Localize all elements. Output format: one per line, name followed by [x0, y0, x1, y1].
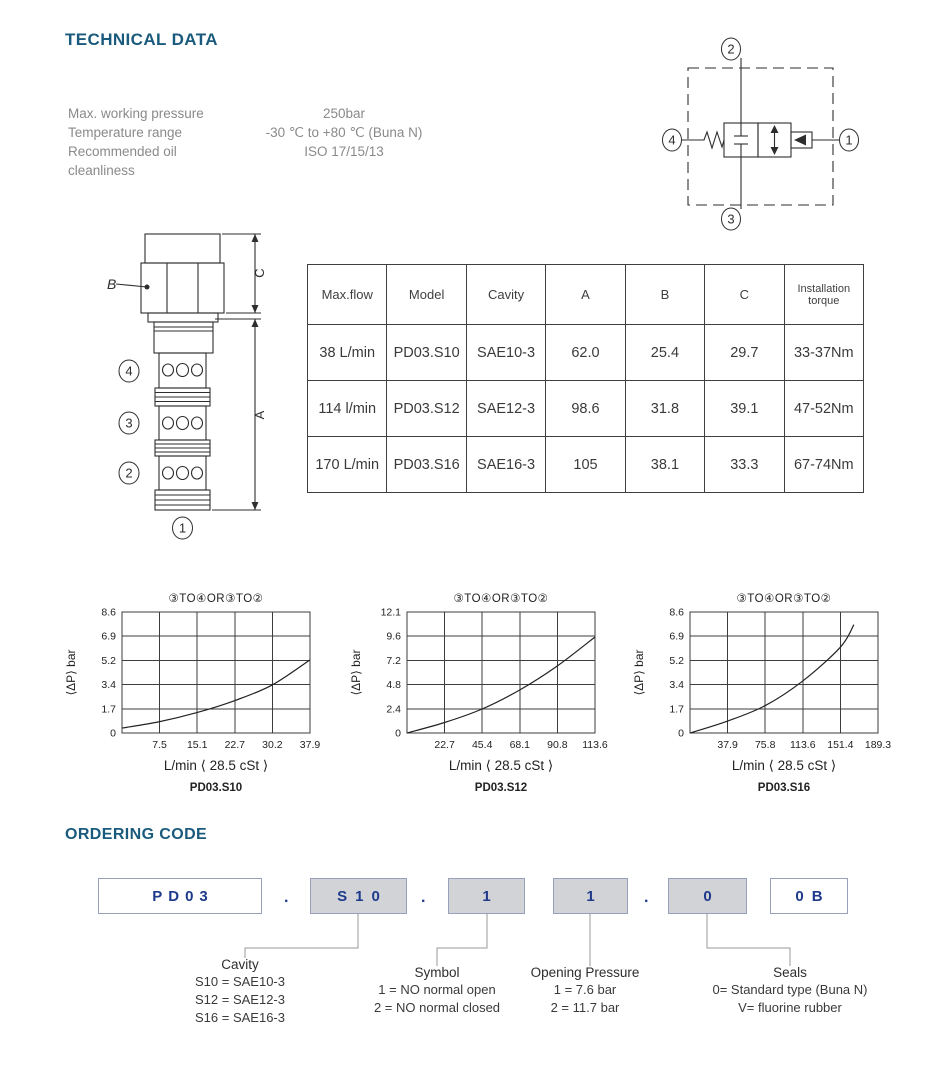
x-tick-label: 90.8	[547, 739, 568, 751]
code-box-suffix: 0B	[770, 878, 848, 914]
ordering-group-seals	[680, 964, 900, 1017]
y-tick-label: 12.1	[380, 606, 401, 619]
group-title: Opening Pressure	[530, 965, 640, 980]
table-cell: 25.4	[625, 325, 704, 381]
table-cell: SAE16-3	[466, 437, 545, 493]
spec-label: Recommended oil cleanliness	[68, 144, 177, 178]
spec-row	[68, 104, 445, 123]
code-box-symbol: 1	[448, 878, 525, 914]
group-item: S10 = SAE10-3	[195, 974, 285, 989]
code-separator: .	[284, 889, 289, 906]
pressure-drop-curve	[690, 625, 854, 733]
table-cell: PD03.S10	[387, 325, 466, 381]
chart-title: ③TO④OR③TO②	[736, 593, 832, 605]
group-item: S12 = SAE12-3	[195, 992, 285, 1007]
spec-row	[68, 123, 445, 142]
table-cell: PD03.S16	[387, 437, 466, 493]
code-separator: .	[644, 889, 649, 906]
table-header-cell: C	[705, 265, 784, 325]
group-item: 1 = NO normal open	[378, 982, 496, 997]
x-tick-label: 151.4	[827, 739, 854, 751]
table-cell: 98.6	[546, 381, 625, 437]
chart-y-axis-label: ⟨ΔP⟩ bar	[632, 649, 646, 696]
technical-data-heading: TECHNICAL DATA	[65, 30, 218, 49]
spec-value: ISO 17/15/13	[304, 144, 384, 159]
code-box-seals: 0	[668, 878, 747, 914]
spec-label: Max. working pressure	[68, 106, 204, 121]
y-tick-label: 3.4	[669, 679, 684, 692]
dimensions-table	[307, 264, 864, 493]
y-tick-label: 2.4	[386, 703, 401, 716]
table-cell: 67-74Nm	[784, 437, 863, 493]
valve-label-b: B	[107, 276, 117, 292]
y-tick-label: 6.9	[669, 630, 684, 643]
ordering-code-heading: ORDERING CODE	[65, 826, 208, 843]
spec-list	[68, 104, 445, 180]
chart-svg	[343, 586, 635, 801]
table-header-cell: Max.flow	[308, 265, 387, 325]
y-tick-label: 4.8	[386, 679, 401, 692]
chart-pd03-s10	[58, 586, 350, 806]
schematic-port-2-label: 2	[727, 41, 735, 57]
arrow-up	[771, 125, 779, 133]
x-tick-label: 22.7	[434, 739, 455, 751]
table-row	[308, 381, 864, 437]
valve-port-2-label: 2	[125, 465, 133, 481]
group-title: Seals	[773, 965, 807, 980]
pressure-drop-curve	[122, 660, 310, 728]
table-header-row	[308, 265, 864, 325]
table-header-cell: Model	[387, 265, 466, 325]
x-tick-label: 37.9	[717, 739, 738, 751]
schematic-port-1-label: 1	[845, 132, 853, 148]
table-cell: 33.3	[705, 437, 784, 493]
table-cell: 170 L/min	[308, 437, 387, 493]
spec-value: -30 ℃ to +80 ℃ (Buna N)	[265, 125, 423, 140]
schematic-port-4-label: 4	[668, 132, 676, 148]
group-title: Cavity	[221, 957, 259, 972]
y-tick-label: 0	[395, 727, 401, 740]
arrow-down	[771, 147, 779, 155]
y-tick-label: 0	[678, 727, 684, 740]
table-cell: 38 L/min	[308, 325, 387, 381]
chart-svg	[626, 586, 936, 801]
chart-svg	[58, 586, 350, 801]
table-cell: 62.0	[546, 325, 625, 381]
table-cell: 31.8	[625, 381, 704, 437]
table-header-cell: A	[546, 265, 625, 325]
table-cell: 105	[546, 437, 625, 493]
code-box-model: PD03	[98, 878, 262, 914]
y-tick-label: 5.2	[669, 654, 684, 667]
x-tick-label: 7.5	[152, 739, 167, 751]
schematic-dashed-boundary	[688, 68, 833, 205]
hydraulic-schematic	[628, 25, 933, 237]
valve-top-cap	[145, 234, 220, 263]
x-tick-label: 15.1	[186, 739, 208, 751]
chart-model-label: PD03.S12	[474, 782, 528, 794]
chart-title: ③TO④OR③TO②	[453, 593, 549, 605]
code-box-opening-pressure: 1	[553, 878, 628, 914]
ordering-group-opening-pressure	[475, 964, 695, 1017]
code-box-cavity: S10	[310, 878, 407, 914]
y-tick-label: 5.2	[101, 654, 116, 667]
table-cell: SAE12-3	[466, 381, 545, 437]
chart-x-axis-label: L/min ⟨ 28.5 cSt ⟩	[163, 758, 269, 773]
x-tick-label: 68.1	[509, 739, 531, 751]
valve-port-4-label: 4	[125, 363, 133, 379]
x-tick-label: 30.2	[262, 739, 283, 751]
x-tick-label: 189.3	[864, 739, 892, 751]
chart-x-axis-label: L/min ⟨ 28.5 cSt ⟩	[731, 758, 837, 773]
spec-row	[68, 142, 445, 180]
chart-y-axis-label: ⟨ΔP⟩ bar	[64, 649, 78, 696]
schematic-port-3-label: 3	[727, 211, 735, 227]
y-tick-label: 0	[110, 727, 116, 740]
x-tick-label: 75.8	[754, 739, 776, 751]
table-row	[308, 437, 864, 493]
table-header-cell: Cavity	[466, 265, 545, 325]
ordering-group-cavity	[130, 956, 350, 1027]
b-leader-line	[116, 284, 147, 287]
valve-port-1-label: 1	[178, 520, 187, 536]
chart-title: ③TO④OR③TO②	[168, 593, 264, 605]
x-tick-label: 113.6	[582, 739, 608, 751]
table-cell: 114 l/min	[308, 381, 387, 437]
valve-hex-nut	[141, 263, 224, 313]
group-item: V= fluorine rubber	[738, 1000, 842, 1015]
y-tick-label: 8.6	[101, 606, 116, 619]
valve-cross-section	[85, 218, 310, 548]
group-item: 2 = NO normal closed	[373, 1000, 501, 1015]
code-separator: .	[421, 889, 426, 906]
y-tick-label: 9.6	[386, 630, 401, 643]
valve-dim-a-label: A	[252, 410, 267, 420]
y-tick-label: 6.9	[101, 630, 116, 643]
chart-model-label: PD03.S10	[189, 782, 243, 794]
group-item: 0= Standard type (Buna N)	[712, 982, 868, 997]
x-tick-label: 37.9	[299, 739, 321, 751]
group-item: 2 = 11.7 bar	[550, 1000, 620, 1015]
table-cell: 39.1	[705, 381, 784, 437]
chart-pd03-s12	[343, 586, 635, 806]
group-item: S16 = SAE16-3	[195, 1010, 285, 1025]
table-cell: 29.7	[705, 325, 784, 381]
y-tick-label: 7.2	[386, 654, 401, 667]
table-cell: 38.1	[625, 437, 704, 493]
chart-model-label: PD03.S16	[757, 782, 811, 794]
table-header-cell: B	[625, 265, 704, 325]
group-item: 1 = 7.6 bar	[553, 982, 617, 997]
y-tick-label: 1.7	[669, 703, 684, 716]
x-tick-label: 45.4	[471, 739, 493, 751]
valve-dim-c-label: C	[252, 268, 267, 278]
group-title: Symbol	[414, 965, 460, 980]
b-leader-dot	[145, 285, 150, 290]
table-cell: 33-37Nm	[784, 325, 863, 381]
x-tick-label: 113.6	[790, 739, 816, 751]
table-row	[308, 325, 864, 381]
chart-y-axis-label: ⟨ΔP⟩ bar	[349, 649, 363, 696]
y-tick-label: 8.6	[669, 606, 684, 619]
chart-pd03-s16	[626, 586, 936, 806]
spec-label: Temperature range	[68, 125, 183, 140]
y-tick-label: 1.7	[101, 703, 116, 716]
y-tick-label: 3.4	[101, 679, 116, 692]
pilot-triangle	[794, 135, 806, 146]
table-cell: 47-52Nm	[784, 381, 863, 437]
table-cell: PD03.S12	[387, 381, 466, 437]
valve-port-3-label: 3	[125, 415, 133, 431]
spec-value: 250bar	[322, 106, 366, 121]
x-tick-label: 22.7	[224, 739, 246, 751]
table-cell: SAE10-3	[466, 325, 545, 381]
table-header-cell: Installation torque	[784, 265, 863, 325]
chart-x-axis-label: L/min ⟨ 28.5 cSt ⟩	[448, 758, 554, 773]
